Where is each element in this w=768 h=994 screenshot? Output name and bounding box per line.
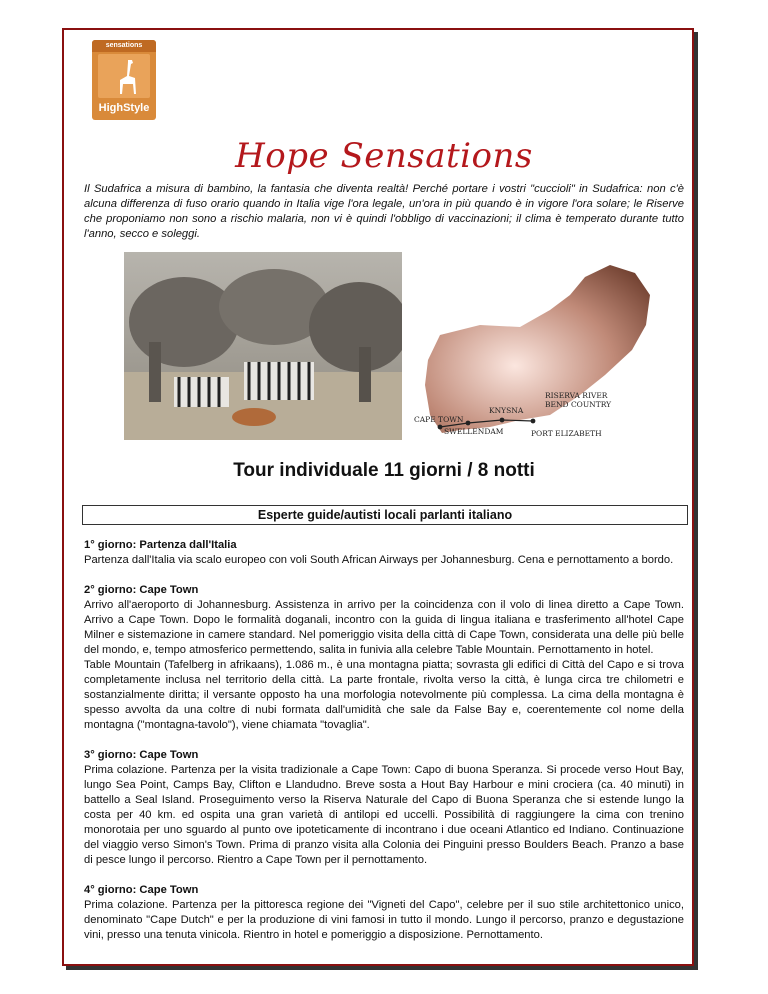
day-heading: 3° giorno: Cape Town [84, 749, 199, 761]
map-label-knysna: KNYSNA [489, 406, 524, 415]
map-label-reserve: RISERVA RIVER BEND COUNTRY [545, 391, 612, 409]
itinerary-day-2 [84, 583, 684, 733]
itinerary-day-3 [84, 748, 684, 868]
day-heading: 2° giorno: Cape Town [84, 584, 199, 596]
south-africa-map [400, 255, 662, 445]
day-text-extra: Table Mountain (Tafelberg in afrikaans), 1.086 m., è una montagna piatta; sovrasta gli edifici di Città del Capo e si trova completamente inclusa nel territorio della città. La parte frontale, rivolta verso la città, è lunga circa tre chilometri e sostanzialmente diritta; il versante opposto ha una morfologia notevolmente più complessa. La cima della montagna è spesso avvolta da una coltre di nubi formata dall'umidità che sale da False Bay e, coerentemente col nome della montagna ("montagna-tavolo"), viene chiamata "tovaglia". [84, 659, 684, 731]
map-label-swellendam: SWELLENDAM [444, 427, 504, 436]
day-heading: 4° giorno: Cape Town [84, 884, 199, 896]
logo-top-text: sensations [92, 40, 156, 52]
day-text: Partenza dall'Italia via scalo europeo con voli South African Airways per Johannesburg. Cena e pernottamento a bordo. [84, 554, 674, 566]
giraffe-icon [98, 54, 150, 98]
day-text: Prima colazione. Partenza per la pittoresca regione dei "Vigneti del Capo", celebre per il suo stile architettonico unico, denominato "Cape Dutch" e per la produzione di vini famosi in tutto il mondo. Lungo il percorso, pranzo e degustazione vini, presso una tenuta vinicola. Rientro in hotel e pomeriggio a disposizione. Pernottamento. [84, 899, 684, 941]
day-text: Prima colazione. Partenza per la visita tradizionale a Cape Town: Capo di buona Speranza. Si procede verso Hout Bay, lungo Sea Point, Camps Bay, Clifton e Llandudno. Breve sosta a Hout Bay Harbour e mini crociera (ca. 40 minuti) in battello a Seal Island. Proseguimento verso la Riserva Naturale del Capo di Buona Speranza che si estende lungo la costa per 40 km. ed ospita una gran varietà di antilopi ed uccelli. Possibilità di raggiungere la cima con trenino monorotaia per uno sguardo al punto ove ipoteticamente di incontrano i due oceani Atlantico ed Indiano. Continuazione del viaggio verso Simon's Town. Prima di pranzo visita alla Colonia dei Pinguini presso Boulders Beach. Pranzo a base di pesce lungo il percorso. Rientro a Cape Town per il pernottamento. [84, 764, 684, 866]
itinerary-day-4 [84, 883, 684, 943]
logo-tile [98, 54, 150, 98]
map-label-port-elizabeth: PORT ELIZABETH [531, 429, 602, 438]
logo-brand-text: HighStyle [98, 102, 150, 114]
elephants-zebras-photo [124, 252, 402, 440]
day-text: Arrivo all'aeroporto di Johannesburg. Assistenza in arrivo per la coincidenza con il volo di linea diretto a Cape Town. Arrivo a Cape Town. Dopo le formalità doganali, incontro con la guida di lingua italiana e trasferimento all'hotel Cape Milner e sistemazione in camere standard. Nel pomeriggio visita della città di Cape Town, considerata una delle più belle del mondo, e, tempo atmosferico permettendo, salita in funivia alla celebre Table Mountain. Pernottamento in hotel. [84, 599, 684, 656]
tour-title: Tour individuale 11 giorni / 8 notti [233, 460, 535, 481]
highstyle-logo [92, 40, 156, 120]
page-title: Hope Sensations [235, 136, 533, 176]
map-label-cape-town: CAPE TOWN [414, 415, 464, 424]
intro-paragraph: Il Sudafrica a misura di bambino, la fantasia che diventa realtà! Perché portare i vostri "cuccioli" in Sudafrica: non c'è alcuna differenza di fuso orario quando in Italia vige l'ora legale, un'ora in più quando è in vigore l'ora solare; le Riserve che proponiamo non sono a rischio malaria, non vi è quindi l'obbligo di vaccinazioni; il clima è temperato durante tutto l'anno, secco e soleggi. [84, 183, 684, 240]
itinerary-day-1 [84, 538, 684, 568]
guides-banner: Esperte guide/autisti locali parlanti italiano [82, 505, 688, 525]
day-heading: 1° giorno: Partenza dall'Italia [84, 539, 237, 551]
itinerary [84, 538, 684, 958]
